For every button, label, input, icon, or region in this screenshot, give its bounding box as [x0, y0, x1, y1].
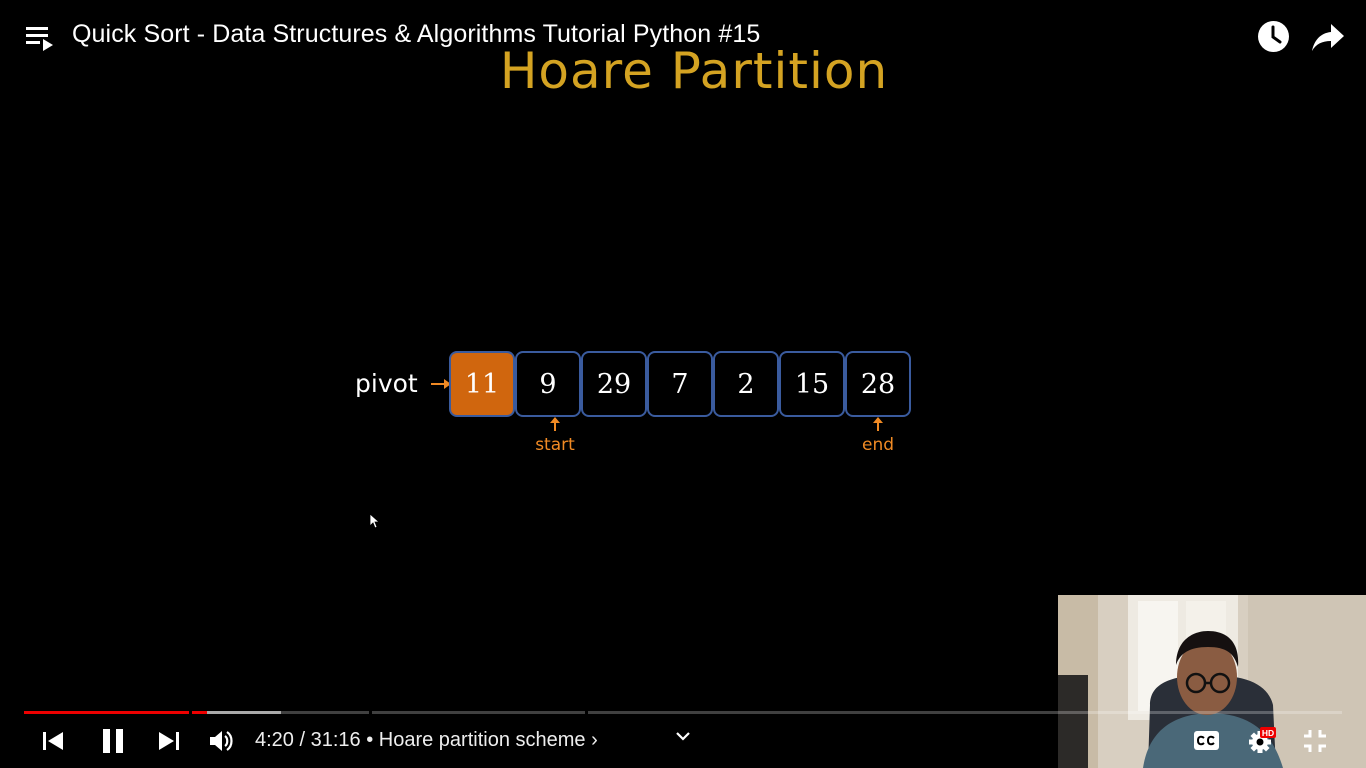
time-display	[255, 729, 598, 752]
array-row	[449, 351, 911, 417]
array-cell: 15	[779, 351, 845, 417]
cc-icon[interactable]	[1193, 730, 1220, 751]
up-arrow-icon	[550, 417, 560, 431]
array-cell: 2	[713, 351, 779, 417]
start-pointer	[525, 417, 585, 455]
next-icon[interactable]	[156, 728, 182, 754]
time-separator: •	[360, 729, 379, 751]
volume-icon[interactable]	[208, 728, 236, 754]
pause-icon[interactable]	[100, 727, 126, 755]
array-cell: 7	[647, 351, 713, 417]
slide-title: Hoare Partition	[499, 42, 889, 100]
chapter-title: Hoare partition scheme	[378, 729, 586, 751]
end-pointer	[848, 417, 908, 455]
array-cell-pivot: 11	[449, 351, 515, 417]
progress-bar[interactable]	[24, 711, 1342, 714]
start-label: start	[535, 435, 575, 455]
chapter-chevron-icon: ›	[591, 729, 598, 751]
pivot-arrow-icon	[431, 377, 451, 391]
array-cell: 28	[845, 351, 911, 417]
chevron-down-icon[interactable]	[674, 729, 692, 743]
gear-icon[interactable]	[1247, 726, 1277, 756]
chapter-title-link[interactable]	[379, 729, 598, 751]
array-cell: 29	[581, 351, 647, 417]
progress-played	[192, 711, 207, 714]
video-title[interactable]: Quick Sort - Data Structures & Algorithms Tutorial Python #15	[72, 20, 761, 48]
fullscreen-exit-icon[interactable]	[1302, 728, 1328, 754]
end-label: end	[861, 435, 895, 455]
progress-played	[24, 711, 189, 714]
up-arrow-icon	[873, 417, 883, 431]
hd-badge: HD	[1261, 728, 1275, 738]
time-current-duration: 4:20 / 31:16	[255, 729, 361, 751]
array-cell: 9	[515, 351, 581, 417]
pivot-label: pivot	[355, 369, 418, 398]
mouse-cursor-icon	[370, 514, 380, 529]
previous-icon[interactable]	[40, 728, 66, 754]
